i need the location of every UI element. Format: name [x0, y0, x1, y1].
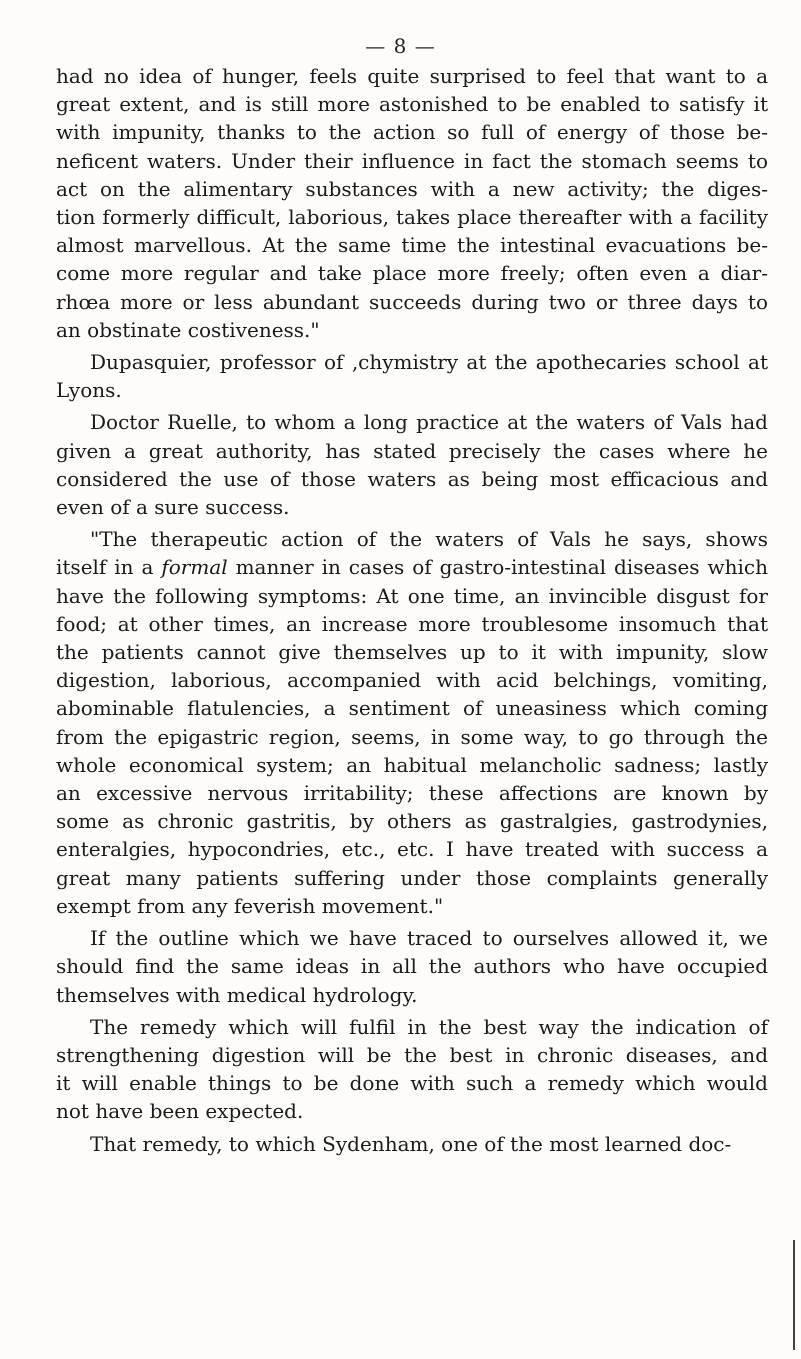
text-line: great many patients suffering under those complaints generally: [56, 865, 768, 890]
text-line: rhœa more or less abundant succeeds during two or three days to: [56, 289, 768, 314]
text-line: considered the use of those waters as being most efficacious and: [56, 466, 768, 491]
text-line: digestion, laborious, accompanied with acid belchings, vomiting,: [56, 668, 768, 693]
paragraph: [56, 1130, 768, 1158]
text-line: abominable flatulencies, a sentiment of uneasiness which coming: [56, 696, 768, 721]
text-line: an obstinate costiveness.": [56, 317, 320, 342]
text-line: That remedy, to which Sydenham, one of the most learned doc-: [90, 1131, 732, 1156]
text-line: have the following symptoms: At one time, an invincible disgust for: [56, 583, 768, 608]
text-line: Doctor Ruelle, to whom a long practice at the waters of Vals had: [90, 410, 768, 435]
text-line: great extent, and is still more astonished to be enabled to satisfy it: [56, 92, 768, 117]
text-line: some as chronic gastritis, by others as gastralgies, gastrodynies,: [56, 809, 768, 834]
text-line: an excessive nervous irritability; these affections are known by: [56, 781, 768, 806]
text-line: given a great authority, has stated precisely the cases where he: [56, 438, 768, 463]
text-line: tion formerly difficult, laborious, takes place thereafter with a facility: [56, 205, 768, 230]
text-line: had no idea of hunger, feels quite surprised to feel that want to a: [56, 64, 768, 88]
text-line: If the outline which we have traced to ourselves allowed it, we: [90, 926, 768, 951]
paragraph: [56, 62, 768, 344]
margin-edge-mark: [793, 1240, 795, 1350]
text-line: Dupasquier, professor of ‚chymistry at the apothecaries school at: [90, 350, 768, 375]
text-line: not have been expected.: [56, 1099, 304, 1124]
text-line: come more regular and take place more freely; often even a diar-: [56, 261, 768, 286]
text-line: should find the same ideas in all the authors who have occupied: [56, 954, 768, 979]
text-line: from the epigastric region, seems, in some way, to go through the: [56, 724, 768, 749]
text-line: almost marvellous. At the same time the intestinal evacuations be-: [56, 233, 768, 258]
body-text: [56, 62, 768, 1162]
text-line: food; at other times, an increase more troublesome insomuch that: [56, 611, 768, 636]
page-number: — 8 —: [365, 34, 436, 58]
text-line: enteralgies, hypocondries, etc., etc. I have treated with success a: [56, 837, 768, 862]
text-line: with impunity, thanks to the action so full of energy of those be-: [56, 120, 768, 145]
text-line: it will enable things to be done with such a remedy which would: [56, 1071, 768, 1096]
text-line: The remedy which will fulfil in the best way the indication of: [90, 1014, 768, 1039]
text-line: strengthening digestion will be the best in chronic diseases, and: [56, 1042, 768, 1067]
text-line: act on the alimentary substances with a new activity; the diges-: [56, 176, 768, 201]
paragraph: [56, 924, 768, 1009]
text-line: exempt from any feverish movement.": [56, 893, 444, 918]
text-line: neficent waters. Under their influence in fact the stomach seems to: [56, 148, 768, 173]
text-line: themselves with medical hydrology.: [56, 982, 418, 1007]
text-line: Lyons.: [56, 378, 122, 403]
text-line: the patients cannot give themselves up to it with impunity, slow: [56, 640, 768, 665]
text-line: itself in a formal manner in cases of gastro-intestinal diseases which: [56, 555, 768, 580]
paragraph: [56, 348, 768, 404]
text-line: even of a sure success.: [56, 495, 290, 520]
paragraph: [56, 525, 768, 920]
paragraph: [56, 1013, 768, 1126]
text-line: "The therapeutic action of the waters of Vals he says, shows: [90, 527, 768, 552]
text-line: whole economical system; an habitual melancholic sadness; lastly: [56, 752, 768, 777]
paragraph: [56, 408, 768, 521]
